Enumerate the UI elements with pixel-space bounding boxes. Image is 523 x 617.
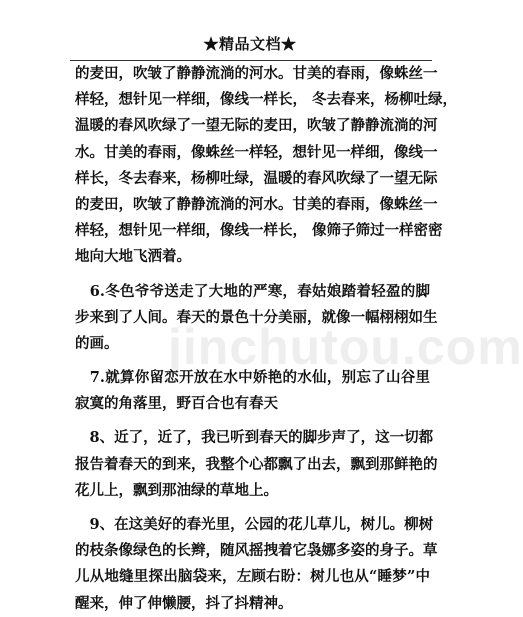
paragraph-gap	[75, 417, 430, 425]
text-line: 寂寞的角落里，野百合也有春天	[75, 395, 278, 413]
text-line: 地向大地飞洒着。	[75, 248, 191, 266]
text-line: 样轻，想针见一样细，像线一样长， 冬去春来，杨柳吐绿，	[75, 91, 458, 109]
text-line: 的枝条像绿色的长辫，随风摇拽着它袅娜多姿的身子。草	[75, 542, 438, 560]
text-line: 步来到了人间。春天的景色十分美丽，就像一幅栩栩如生	[75, 308, 438, 326]
text-line: 样轻，想针见一样细，像线一样长， 像筛子筛过一样密密	[75, 222, 443, 240]
document-body	[75, 61, 458, 617]
paragraph	[75, 61, 458, 271]
text-line: 样长，冬去春来，杨柳吐绿，温暖的春风吹绿了一望无际	[75, 169, 438, 187]
text-line: 的麦田，吹皱了静静流淌的河水。甘美的春雨，像蛛丝一	[75, 65, 438, 82]
paragraph-gap	[75, 357, 430, 365]
paragraph	[75, 279, 438, 358]
text-line: 6.冬色爷爷送走了大地的严寒，春姑娘踏着轻盈的脚	[75, 282, 430, 300]
paragraph-gap	[75, 504, 430, 512]
text-line: 报告着春天的到来，我整个心都飘了出去，飘到那鲜艳的	[75, 455, 438, 473]
watermark: jinchutou.com	[168, 319, 523, 375]
text-line: 7.就算你留恋开放在水中娇艳的水仙，别忘了山谷里	[75, 369, 430, 387]
paragraph	[75, 365, 430, 417]
text-line: 8、近了，近了，我已听到春天的脚步声了，这一切都	[75, 429, 434, 447]
text-line: 温暖的春风吹绿了一望无际的麦田，吹皱了静静流淌的河	[75, 117, 438, 135]
text-line: 醒来，伸了伸懒腰，抖了抖精神。	[75, 594, 293, 612]
text-line: 水。甘美的春雨，像蛛丝一样轻，想针见一样细，像线一	[75, 143, 438, 161]
text-line: 花儿上，飘到那油绿的草地上。	[75, 481, 278, 499]
paragraph-gap	[75, 271, 430, 279]
text-line: 9、在这美好的春光里，公园的花儿草儿，树儿。柳树	[75, 516, 434, 533]
text-line: 的麦田，吹皱了静静流淌的河水。甘美的春雨，像蛛丝一	[75, 195, 438, 213]
paragraph	[75, 425, 438, 504]
paragraph	[75, 512, 438, 617]
page-header-title: ★精品文档★	[203, 35, 297, 53]
text-line: 儿从地缝里探出脑袋来，左顾右盼：树儿也从“睡梦”中	[75, 568, 430, 586]
text-line: 的画。	[75, 334, 119, 352]
